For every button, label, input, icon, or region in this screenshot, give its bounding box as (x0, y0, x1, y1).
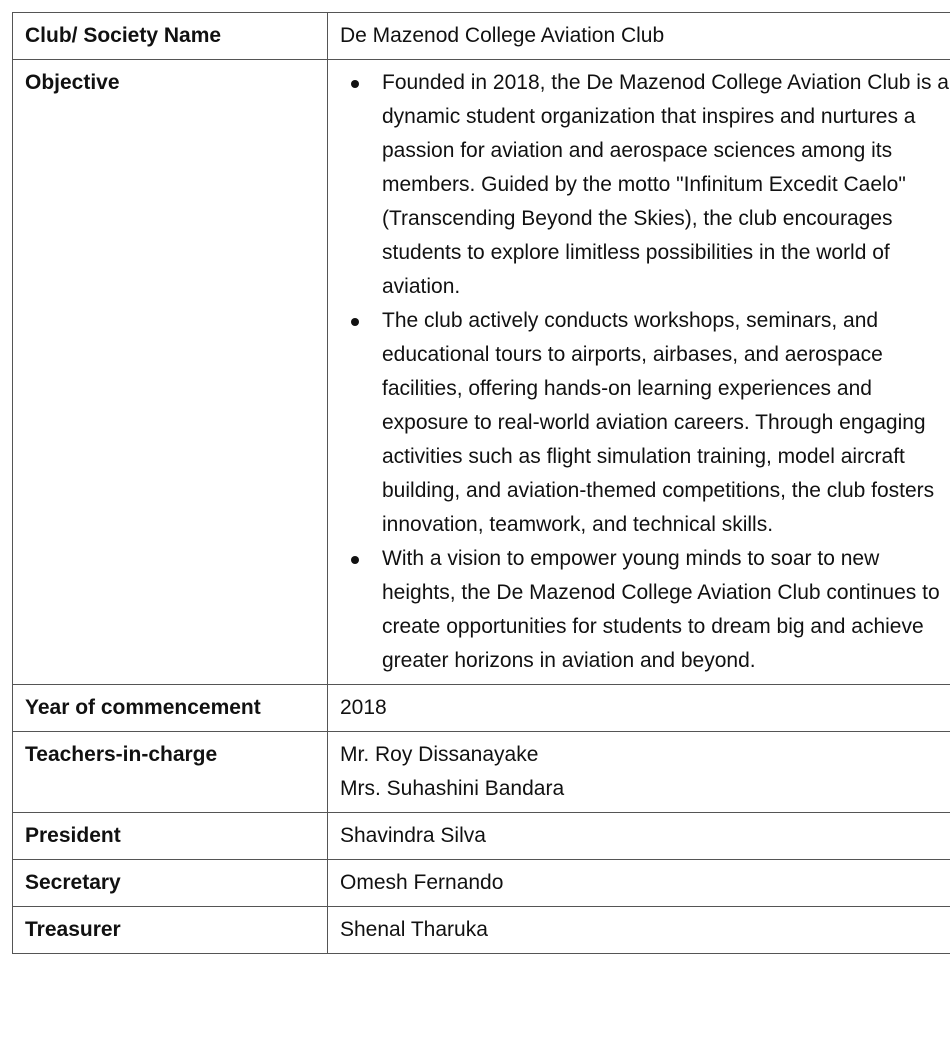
table-row (13, 813, 950, 860)
table-row (13, 60, 950, 685)
table-row (13, 732, 950, 813)
president-label: President (13, 813, 328, 860)
club-name-label: Club/ Society Name (13, 13, 328, 60)
club-name-value: De Mazenod College Aviation Club (328, 13, 950, 60)
teachers-value (328, 732, 950, 813)
objective-item: With a vision to empower young minds to soar to new heights, the De Mazenod College Aviation Club continues to create opportunities for students to dream big and achieve greater horizons in aviation and beyond. (382, 542, 950, 678)
treasurer-label: Treasurer (13, 907, 328, 954)
club-info-table (12, 12, 950, 954)
objective-list (340, 66, 950, 678)
secretary-value: Omesh Fernando (328, 860, 950, 907)
objective-item: Founded in 2018, the De Mazenod College Aviation Club is a dynamic student organization that inspires and nurtures a passion for aviation and aerospace sciences among its members. Guided by the motto "Infinitum Excedit Caelo" (Transcending Beyond the Skies), the club encourages students to explore limitless possibilities in the world of aviation. (382, 66, 950, 304)
teachers-label: Teachers-in-charge (13, 732, 328, 813)
table-row (13, 685, 950, 732)
year-label: Year of commencement (13, 685, 328, 732)
objective-value (328, 60, 950, 685)
treasurer-value: Shenal Tharuka (328, 907, 950, 954)
objective-item: The club actively conducts workshops, seminars, and educational tours to airports, airbases, and aerospace facilities, offering hands-on learning experiences and exposure to real-world aviation careers. Through engaging activities such as flight simulation training, model aircraft building, and aviation-themed competitions, the club fosters innovation, teamwork, and technical skills. (382, 304, 950, 542)
president-value: Shavindra Silva (328, 813, 950, 860)
teacher-name: Mr. Roy Dissanayake (340, 743, 539, 766)
table-row (13, 13, 950, 60)
teacher-name: Mrs. Suhashini Bandara (340, 777, 565, 800)
table-row (13, 860, 950, 907)
year-value: 2018 (328, 685, 950, 732)
secretary-label: Secretary (13, 860, 328, 907)
objective-label: Objective (13, 60, 328, 685)
table-row (13, 907, 950, 954)
